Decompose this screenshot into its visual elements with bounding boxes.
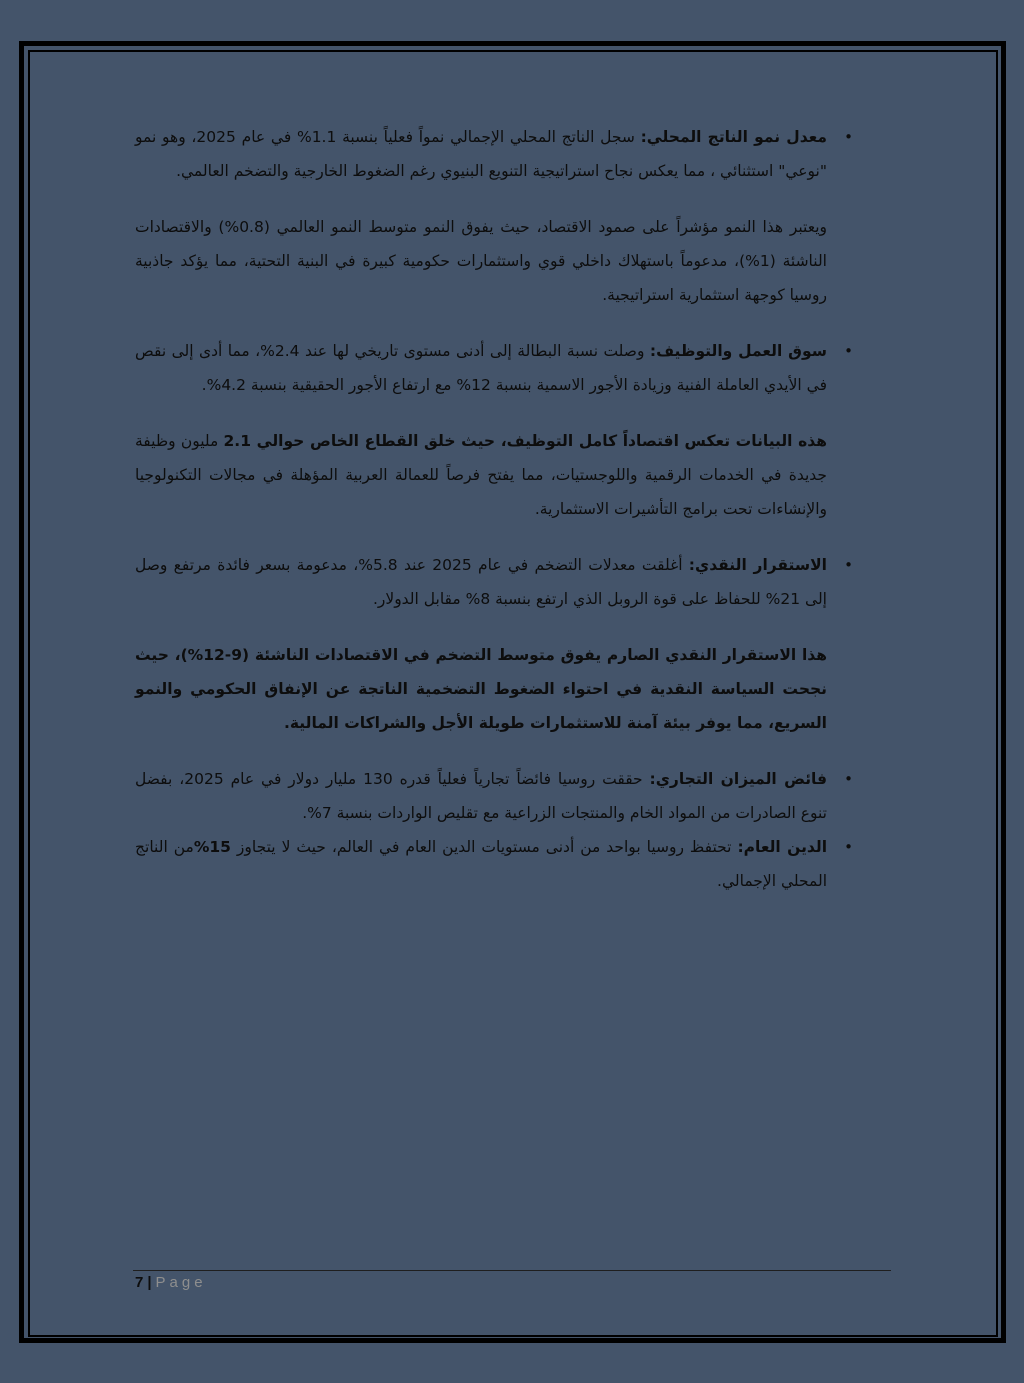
page-number: 7: [135, 1274, 144, 1291]
bullet-gdp-growth: [135, 120, 855, 188]
debt-text-after: من الناتج المحلي الإجمالي.: [135, 838, 827, 890]
debt-label: الدين العام:: [737, 838, 828, 856]
gdp-followup-paragraph: ويعتبر هذا النمو مؤشراً على صمود الاقتصاد، حيث يفوق النمو متوسط النمو العالمي (0.8%) والاقتصادات الناشئة (1%)، مدعوماً باستهلاك داخلي قوي واستثمارات حكومية كبيرة في البنية التحتية، مما يؤكد جاذبية روسيا كوجهة استثمارية استراتيجية.: [135, 218, 827, 304]
trade-text: حققت روسيا فائضاً تجارياً فعلياً قدره 130 مليار دولار في عام 2025، بفضل تنوع الصادرات من المواد الخام والمنتجات الزراعية مع تقليص الواردات بنسبة 7%.: [135, 770, 827, 822]
labor-followup-paragraph: [135, 424, 855, 526]
labor-label: سوق العمل والتوظيف:: [649, 342, 827, 360]
labor-text: وصلت نسبة البطالة إلى أدنى مستوى تاريخي لها عند 2.4%، مما أدى إلى نقص في الأيدي العاملة الفنية وزيادة الأجور الاسمية بنسبة 12% مع ارتفاع الأجور الحقيقية بنسبة 4.2%.: [135, 342, 827, 394]
labor-followup-bold: هذه البيانات تعكس اقتصاداً كامل التوظيف، حيث خلق القطاع الخاص حوالي 2.1: [223, 432, 827, 450]
page-footer: [135, 1274, 207, 1291]
monetary-followup-paragraph: هذا الاستقرار النقدي الصارم يفوق متوسط التضخم في الاقتصادات الناشئة (9-12%)، حيث نجحت السياسة النقدية في احتواء الضغوط التضخمية الناتجة عن الإنفاق الحكومي والنمو السريع، مما يوفر بيئة آمنة للاستثمارات طويلة الأجل والشراكات المالية.: [135, 646, 827, 732]
footer-divider: [133, 1270, 891, 1271]
labor-followup-text: مليون وظيفة جديدة في الخدمات الرقمية واللوجستيات، مما يفتح فرصاً للعمالة العربية المؤهلة في مجالات التكنولوجيا والإنشاءات تحت برامج التأشيرات الاستثمارية.: [135, 432, 827, 518]
monetary-text: أغلقت معدلات التضخم في عام 2025 عند 5.8%، مدعومة بسعر فائدة مرتفع وصل إلى 21% للحفاظ على قوة الروبل الذي ارتفع بنسبة 8% مقابل الدولار.: [135, 556, 827, 608]
footer-separator: |: [147, 1274, 152, 1291]
trade-label: فائض الميزان التجاري:: [649, 770, 828, 788]
debt-highlight: 15%: [193, 838, 231, 856]
gdp-label: معدل نمو الناتج المحلي:: [640, 128, 828, 146]
bullet-public-debt: [135, 830, 855, 898]
debt-text-before: تحتفظ روسيا بواحد من أدنى مستويات الدين العام في العالم، حيث لا يتجاوز: [230, 838, 738, 856]
bullet-monetary-stability: [135, 548, 855, 616]
page-content: [135, 120, 855, 898]
monetary-label: الاستقرار النقدي:: [688, 556, 827, 574]
gdp-text: سجل الناتج المحلي الإجمالي نمواً فعلياً بنسبة 1.1% في عام 2025، وهو نمو "نوعي" استثنائي ، مما يعكس نجاح استراتيجية التنويع البنيوي رغم الضغوط الخارجية والتضخم العالمي.: [135, 128, 827, 180]
bullet-labor-market: [135, 334, 855, 402]
bullet-trade-surplus: [135, 762, 855, 830]
page-word: Page: [155, 1274, 207, 1291]
